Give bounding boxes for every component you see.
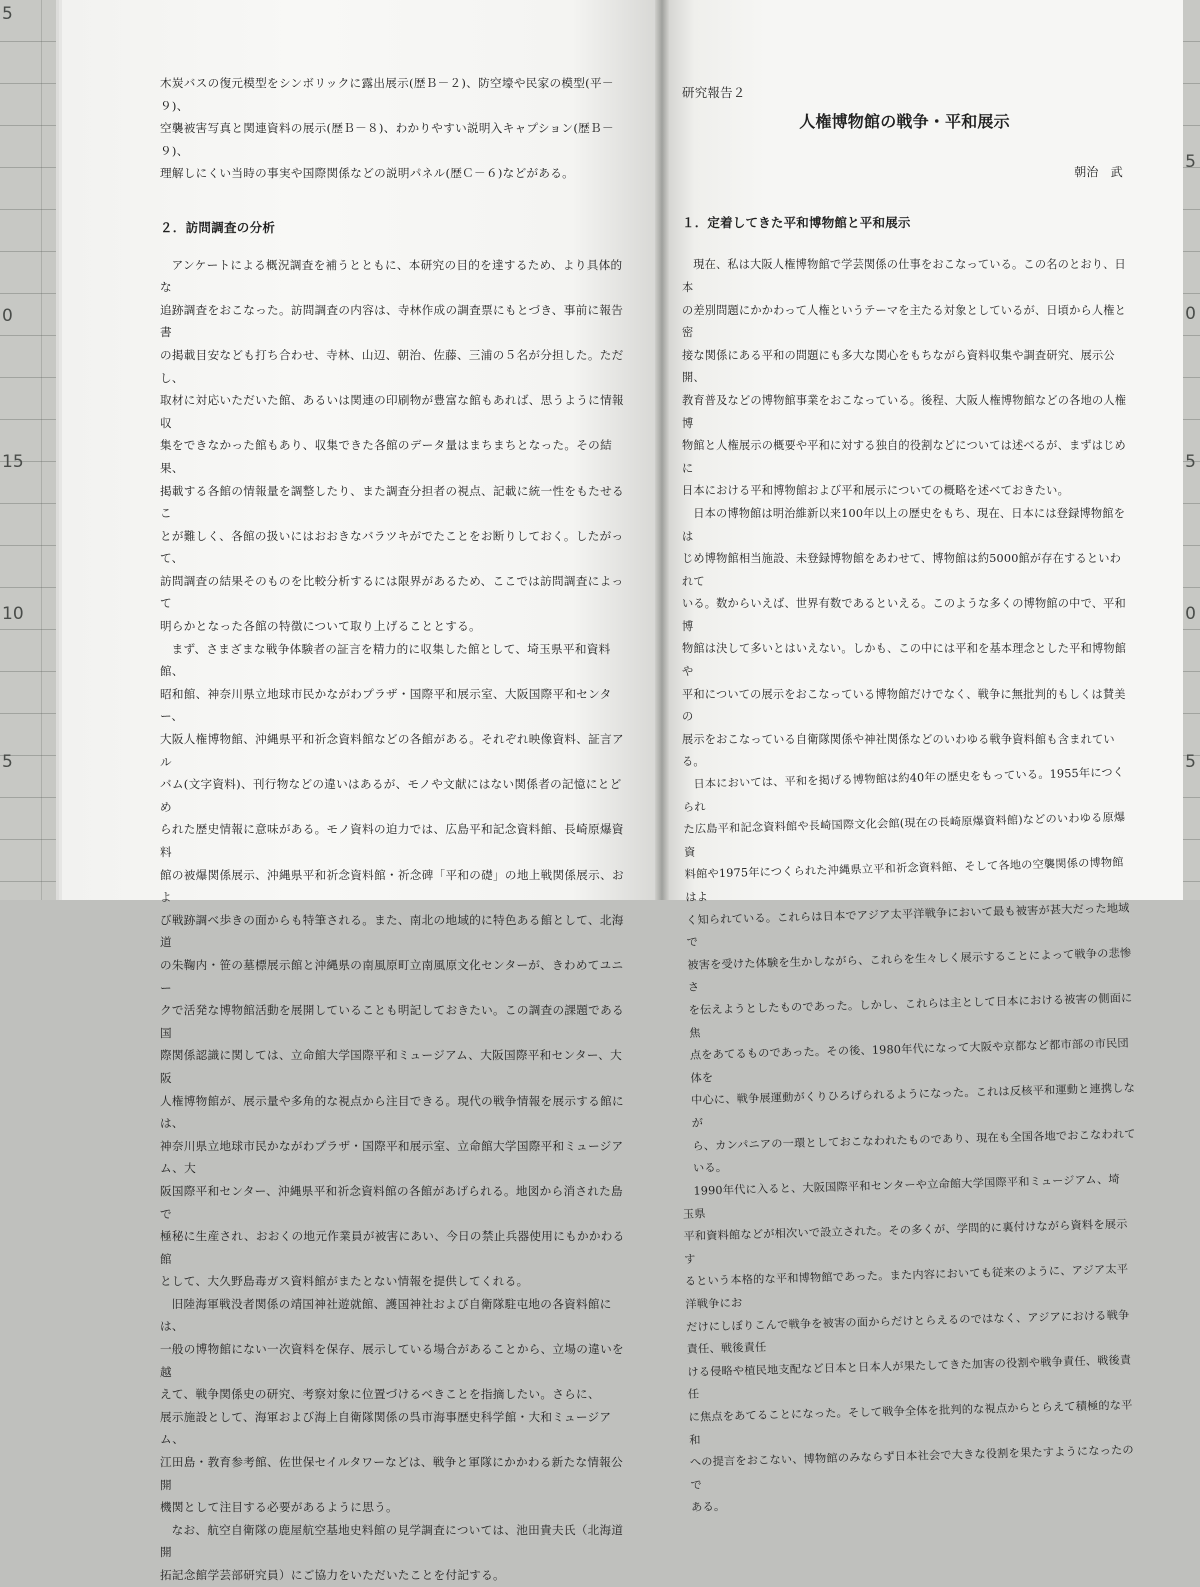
text-line: 機関として注目する必要があるように思う。 — [160, 1500, 398, 1515]
text-line: 接な関係にある平和の問題にも多大な関心をもちながら資料収集や調査研究、展示公開、 — [682, 348, 1115, 385]
intro-text — [160, 72, 630, 185]
ruler-mark: 15 — [2, 452, 24, 472]
text-line: 極秘に生産され、おおくの地元作業員が被害にあい、今日の禁止兵器使用にもかかわる館 — [160, 1229, 625, 1266]
ruler-mark: 0 — [1185, 604, 1196, 624]
text-line: く知られている。これらは日本でアジア太平洋戦争において最も被害が甚大だった地域で — [685, 901, 1130, 950]
paragraph — [682, 1168, 1136, 1519]
paragraph — [682, 503, 1127, 774]
paragraph — [160, 1293, 630, 1519]
text-line: 訪問調査の結果そのものを比較分析するには限界があるため、ここでは訪問調査によって — [160, 573, 624, 611]
section-heading-visit-survey: ２．訪問調査の分析 — [160, 219, 276, 235]
text-line: クで活発な博物館活動を展開していることも明記しておきたい。この調査の課題である国 — [160, 1003, 624, 1040]
paragraph — [682, 762, 1138, 1181]
ruler-mark: 0 — [2, 306, 13, 326]
paragraph — [160, 638, 630, 1293]
text-line: 明らかとなった各館の特徴について取り上げることとする。 — [160, 619, 481, 634]
text-line: 神奈川県立地球市民かながわプラザ・国際平和展示室、立命館大学国際平和ミュージアム、大 — [160, 1138, 624, 1176]
text-line: 1990年代に入ると、大阪国際平和センターや立命館大学国際平和ミュージアム、埼玉県 — [682, 1172, 1120, 1221]
text-line: いる。数からいえば、世界有数であるといえる。このような多くの博物館の中で、平和博 — [682, 597, 1126, 633]
text-line: られた歴史情報に意味がある。モノ資料の迫力では、広島平和記念資料館、長崎原爆資料 — [160, 822, 624, 859]
text-line: の差別問題にかかわって人権というテーマを主たる対象としているが、日頃から人権と密 — [682, 303, 1127, 340]
text-line: バム(文字資料)、刊行物などの違いはあるが、モノや文献にはない関係者の記憶にとどめ — [160, 777, 622, 814]
paragraph — [160, 254, 630, 638]
ruler-mark: 10 — [2, 604, 24, 624]
text-line: 阪国際平和センター、沖縄県平和祈念資料館の各館があげられる。地図から消された島で — [160, 1183, 623, 1221]
text-line: の掲載目安なども打ち合わせ、寺林、山辺、朝治、佐藤、三浦の５名が分担した。ただし、 — [160, 347, 624, 385]
text-line: なお、航空自衛隊の鹿屋航空基地史料館の見学調査については、池田貴夫氏（北海道開 — [160, 1522, 624, 1560]
text-line: ある。 — [690, 1499, 726, 1514]
text-line: 教育普及などの博物館事業をおこなっている。後程、大阪人権博物館などの各地の人権博 — [682, 393, 1127, 430]
text-line: 一般の博物館にない一次資料を保存、展示している場合があることから、立場の違いを越 — [160, 1342, 624, 1379]
text-line: ける侵略や植民地支配など日本と日本人が果たしてきた加害の役割や戦争責任、戦後責任 — [687, 1352, 1132, 1401]
text-line: 大阪人権博物館、沖縄県平和祈念資料館などの各館がある。それぞれ映像資料、証言アル — [160, 732, 624, 769]
text-line: とが難しく、各館の扱いにはおおきなバラツキがでたことをお断りしておく。したがって、 — [160, 528, 624, 566]
text-line: 拓記念館学芸部研究員）にご協力をいただいたことを付記する。 — [160, 1568, 505, 1582]
text-line: 際関係認識に関しては、立命館大学国際平和ミュージアム、大阪国際平和センター、大阪 — [160, 1048, 623, 1085]
text-line: への提言をおこない、博物館のみならず日本社会で大きな役割を果たすようになったので — [689, 1443, 1134, 1492]
right-page-text — [682, 82, 1136, 1520]
text-line: に焦点をあてることになった。そして戦争全体を批判的な視点からとらえて積極的な平和 — [688, 1398, 1133, 1447]
text-line: ら、カンパニアの一環としておこなわれたものであり、現在も全国各地でおこなわれている。 — [692, 1127, 1136, 1175]
text-line: えて、戦争関係史の研究、考察対象に位置づけるべきことを指摘したい。さらに、 — [160, 1387, 600, 1402]
text-line: だけにしぼりこんで戦争を被害の面からだけとらえるのではなく、アジアにおける戦争責任、戦後責任 — [685, 1307, 1130, 1356]
ruler-mark: 5 — [1185, 452, 1196, 472]
text-line: 空襲被害写真と関連資料の展示(歴Ｂ－８)、わかりやすい説明入キャプション(歴Ｂ－９)、 — [160, 121, 614, 158]
paragraph — [160, 1519, 630, 1587]
text-line: じめ博物館相当施設、未登録博物館をあわせて、博物館は約5000館が存在するといわれて — [682, 552, 1121, 588]
text-line: まず、さまざまな戦争体験者の証言を精力的に収集した館として、埼玉県平和資料館、 — [160, 641, 611, 679]
left-page-text — [160, 72, 630, 1587]
text-line: 江田島・教育参考館、佐世保セイルタワーなどは、戦争と軍隊にかかわる新たな情報公開 — [160, 1455, 624, 1492]
author-name: 朝治 武 — [1074, 165, 1123, 180]
text-line: 現在、私は大阪人権博物館で学芸関係の仕事をおこなっている。この名のとおり、日本 — [682, 258, 1126, 294]
series-label: 研究報告２ — [682, 85, 746, 100]
text-line: として、大久野島毒ガス資料館がまたとない情報を提供してくれる。 — [160, 1274, 529, 1289]
text-line: 物館と人権展示の概要や平和に対する独自的役割などについては述べるが、まずはじめに — [682, 439, 1126, 475]
text-line: 旧陸海軍戦没者関係の靖国神社遊就館、護国神社および自衛隊駐屯地の各資料館には、 — [160, 1296, 612, 1334]
text-line: 料館や1975年につくられた沖縄県立平和祈念資料館、そして各地の空襲関係の博物館はよ — [684, 856, 1124, 904]
text-line: 物館は決して多いとはいえない。しかも、この中には平和を基本理念とした平和博物館や — [682, 642, 1127, 679]
left-body — [160, 254, 630, 1587]
text-line: の朱鞠内・笹の墓標展示館と沖縄県の南風原町立南風原文化センターが、きわめてユニー — [160, 957, 624, 995]
paragraph — [682, 254, 1127, 503]
ruler-mark: 0 — [1185, 304, 1196, 324]
text-line: 掲載する各館の情報量を調整したり、また調査分担者の視点、記載に統一性をもたせるこ — [160, 483, 624, 521]
text-line: 集をできなかった館もあり、収集できた各館のデータ量はまちまちとなった。その結果、 — [160, 438, 612, 475]
text-line: アンケートによる概況調査を補うとともに、本研究の目的を達するため、より具体的な — [160, 257, 623, 295]
ruler-mark: 5 — [1185, 152, 1196, 172]
text-line: 昭和館、神奈川県立地球市民かながわプラザ・国際平和展示室、大阪国際平和センター、 — [160, 686, 612, 724]
book-spine — [655, 0, 669, 900]
text-line: 被害を受けた体験を生かしながら、これらを生々しく展示することによって戦争の悲惨さ — [687, 946, 1132, 995]
text-line: 人権博物館が、展示量や多角的な視点から注目できる。現代の戦争情報を展示する館には、 — [160, 1093, 624, 1131]
article-title: 人権博物館の戦争・平和展示 — [799, 111, 1010, 131]
text-line: 日本の博物館は明治維新以来100年以上の歴史をもち、現在、日本には登録博物館をは — [682, 506, 1126, 543]
text-line: るという本格的な平和博物館であった。また内容においても従来のように、アジア太平洋戦争にお — [684, 1262, 1129, 1311]
ruler-mark: 5 — [2, 4, 13, 24]
section-heading-peace-museums: １．定着してきた平和博物館と平和展示 — [682, 214, 911, 230]
text-line: 日本においては、平和を掲げる博物館は約40年の歴史をもっている。1955年につくられ — [682, 765, 1125, 814]
text-line: 追跡調査をおこなった。訪問調査の内容は、寺林作成の調査票にもとづき、事前に報告書 — [160, 302, 624, 340]
text-line: 取材に対応いただいた館、あるいは関連の印刷物が豊富な館もあれば、思うように情報収 — [160, 393, 624, 430]
text-line: を伝えようとしたものであった。しかし、これらは主として日本における被害の側面に焦 — [688, 991, 1133, 1040]
text-line: び戦跡調べ歩きの面からも特筆される。また、南北の地域的に特色ある館として、北海道 — [160, 912, 624, 950]
right-body — [682, 254, 1136, 1519]
text-line: 館の被爆関係展示、沖縄県平和祈念資料館・祈念碑「平和の礎」の地上戦関係展示、およ — [160, 867, 624, 905]
text-line: た広島平和記念資料館や長崎国際文化会館(現在の長崎原爆資料館)などのいわゆる原爆資 — [683, 810, 1126, 859]
text-line: 理解しにくい当時の事実や国際関係などの説明パネル(歴Ｃ－６)などがある。 — [160, 166, 575, 181]
ruler-mark: 5 — [1185, 752, 1196, 772]
text-line: 展示施設として、海軍および海上自衛隊関係の呉市海事歴史科学館・大和ミュージアム、 — [160, 1409, 612, 1447]
text-line: 点をあてるものであった。その後、1980年代になって大阪や京都など都市部の市民団体を — [689, 1036, 1129, 1085]
text-line: 平和についての展示をおこなっている博物館だけでなく、戦争に無批判的もしくは賛美の — [682, 687, 1126, 724]
text-line: 日本における平和博物館および平和展示についての概略を述べておきたい。 — [682, 484, 1069, 498]
text-line: 展示をおこなっている自衛隊関係や神社関係などのいわゆる戦争資料館も含まれている。 — [682, 732, 1115, 769]
text-line: 木炭バスの復元模型をシンボリックに露出展示(歴Ｂ－２)、防空壕や民家の模型(平－９)、 — [160, 76, 614, 113]
ruler-mark: 5 — [2, 752, 13, 772]
text-line: 中心に、戦争展運動がくりひろげられるようになった。これは反核平和運動と連携しなが — [690, 1081, 1136, 1130]
text-line: 平和資料館などが相次いで設立された。その多くが、学問的に裏付けながら資料を展示す — [683, 1217, 1128, 1266]
